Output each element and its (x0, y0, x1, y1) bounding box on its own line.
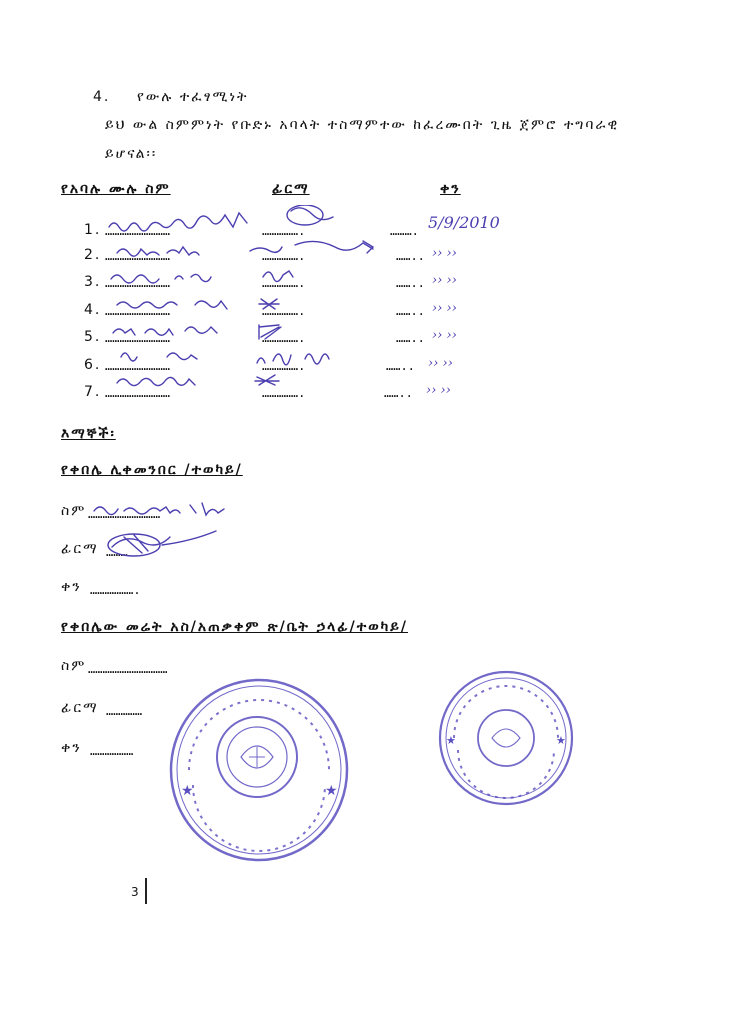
receiver1-heading: የቀበሌ ሊቀመንበር /ተወካይ/ (61, 462, 243, 478)
header-member-name: የአባሉ ሙሉ ስም (61, 181, 171, 197)
date-value: ›› ›› (428, 356, 453, 371)
receiver2-sign-label: ፊርማ (61, 700, 99, 716)
receiver2-heading: የቀበሌው መሬት አስ/አጠቃቀም ጽ/ቤት ኃላፊ/ተወካይ/ (61, 619, 408, 635)
date-value: ›› ›› (432, 301, 457, 316)
row-number: 1. (84, 222, 102, 238)
receiver2-date-label: ቀን (61, 740, 82, 756)
row-number: 4. (84, 302, 102, 318)
official-stamp-kebele-land-office (165, 675, 353, 865)
section-body-line2: ይሆናል፡፡ (105, 146, 158, 162)
row-number: 7. (84, 384, 102, 400)
date-value: 5/9/2010 (428, 213, 500, 232)
sign-dots: ……………. (262, 276, 306, 290)
receiver1-date-dots: ………………. (90, 583, 141, 597)
sign-dots: ……………. (262, 304, 306, 318)
handwritten-signatures (105, 205, 425, 405)
sign-dots: ……………. (262, 359, 306, 373)
header-date: ቀን (440, 181, 461, 197)
receiver1-sign-dots: ……… (106, 545, 128, 559)
sign-dots: ……………. (262, 224, 306, 238)
receiver2-date-dots: ……………… (90, 744, 134, 758)
section-number: 4. (93, 89, 111, 105)
date-dots: …….. (396, 249, 425, 263)
page-number-divider (145, 878, 147, 904)
section-body-line1: ይህ ውል ስምምነት የቡድኑ አባላት ተስማምተው ከፈረሙበት ጊዜ ጀምሮ ተግባራዊ (105, 117, 620, 133)
date-value: ›› ›› (432, 328, 457, 343)
date-dots: …….. (396, 276, 425, 290)
row-number: 3. (84, 274, 102, 290)
receiver1-date-label: ቀን (61, 579, 82, 595)
date-dots: …….. (396, 304, 425, 318)
header-signature: ፊርማ (272, 181, 310, 197)
sign-dots: ……………. (262, 249, 306, 263)
receiver2-name-label: ስም (61, 658, 87, 674)
name-dots: ……………………… (105, 331, 171, 345)
name-dots: ……………………… (105, 224, 171, 238)
receiver1-handwriting (90, 493, 250, 563)
svg-text:★: ★ (556, 734, 566, 747)
witnesses-heading: እማኞች፡ (61, 426, 116, 442)
receiver1-sign-label: ፊርማ (61, 541, 99, 557)
date-dots: …….. (386, 359, 415, 373)
row-number: 2. (84, 247, 102, 263)
row-number: 6. (84, 357, 102, 373)
sign-dots: ……………. (262, 386, 306, 400)
receiver2-sign-dots: …………… (106, 704, 143, 718)
official-stamp-kebele-administration (436, 668, 576, 808)
date-dots: …….. (396, 331, 425, 345)
receiver2-name-dots: …………………………… (88, 662, 168, 676)
name-dots: ……………………… (105, 304, 171, 318)
page-number: 3 (131, 885, 139, 899)
receiver1-name-dots: ………………………… (88, 507, 161, 521)
date-value: ›› ›› (426, 383, 451, 398)
svg-text:★: ★ (446, 734, 456, 747)
sign-dots: ……………. (262, 331, 306, 345)
receiver1-name-label: ስም (61, 503, 87, 519)
date-value: ›› ›› (432, 273, 457, 288)
name-dots: ……………………… (105, 276, 171, 290)
section-title: የውሉ ተፈፃሚነት (137, 89, 249, 105)
name-dots: ……………………… (105, 359, 171, 373)
name-dots: ……………………… (105, 386, 171, 400)
row-number: 5. (84, 329, 102, 345)
svg-text:★: ★ (181, 783, 194, 799)
date-dots: …….. (384, 386, 413, 400)
name-dots: ……………………… (105, 249, 171, 263)
date-value: ›› ›› (432, 246, 457, 261)
date-dots: ………. (390, 224, 419, 238)
svg-text:★: ★ (325, 783, 338, 799)
